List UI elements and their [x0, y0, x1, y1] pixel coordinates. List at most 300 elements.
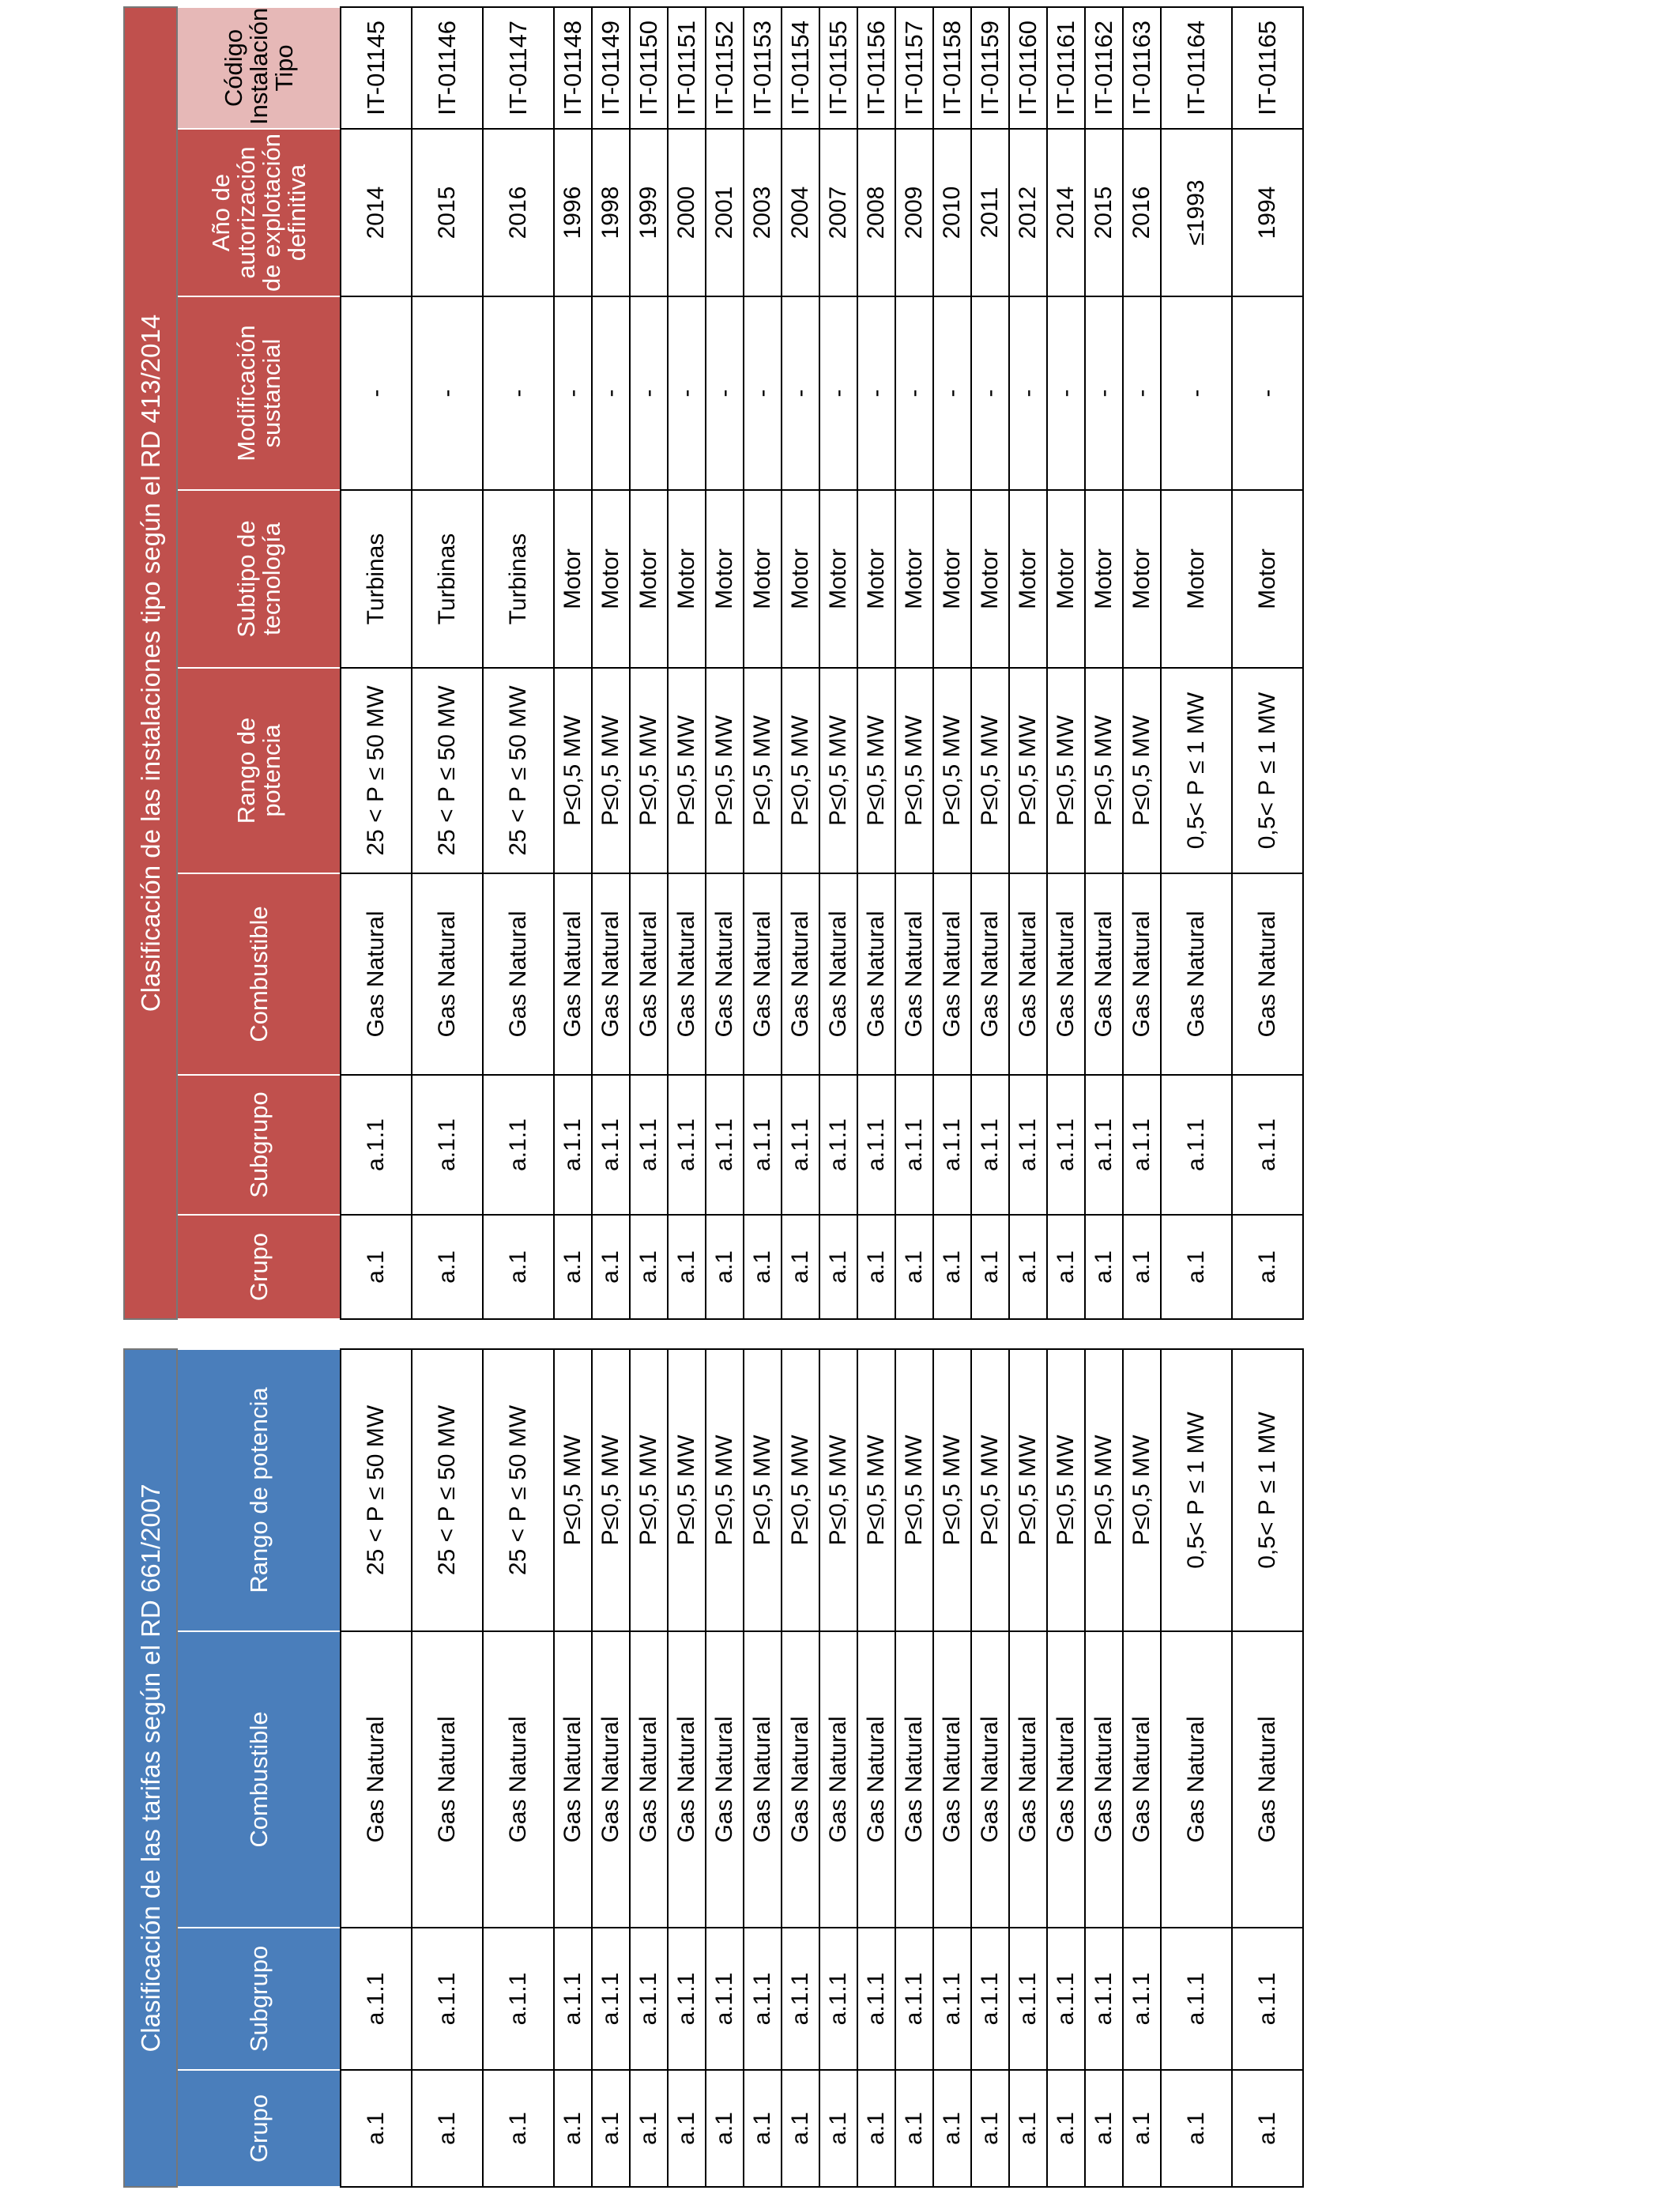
table-cell: Gas Natural [592, 873, 630, 1075]
table-cell: a.1 [971, 1215, 1009, 1319]
table-cell: Motor [1123, 490, 1161, 668]
rd413-body [341, 7, 1303, 1319]
table-cell: a.1 [933, 2070, 971, 2187]
table-cell: ≤1993 [1161, 129, 1232, 296]
table-cell: 0,5< P ≤ 1 MW [1161, 668, 1232, 873]
table-cell: - [1047, 296, 1085, 490]
table-cell: a.1.1 [1161, 1928, 1232, 2070]
rd413-header-grupo: Grupo [177, 1215, 341, 1319]
table-cell: Turbinas [341, 490, 412, 668]
table-cell: Gas Natural [412, 1631, 483, 1928]
table-cell: 0,5< P ≤ 1 MW [1232, 668, 1303, 873]
table-cell: P≤0,5 MW [630, 1349, 668, 1631]
table-cell: IT-01151 [668, 7, 706, 129]
table-cell: 2003 [744, 129, 782, 296]
table-cell: IT-01161 [1047, 7, 1085, 129]
table-cell: Gas Natural [1009, 873, 1047, 1075]
table-cell: a.1.1 [819, 1928, 857, 2070]
table-cell: Motor [592, 490, 630, 668]
table-cell: Gas Natural [1232, 873, 1303, 1075]
table-cell: - [895, 296, 933, 490]
table-cell: Gas Natural [554, 873, 592, 1075]
table-row [706, 7, 744, 1319]
table-cell: P≤0,5 MW [554, 668, 592, 873]
table-cell: a.1.1 [895, 1075, 933, 1215]
table-cell: 2009 [895, 129, 933, 296]
table-cell: P≤0,5 MW [1009, 1349, 1047, 1631]
table-cell: a.1 [1085, 1215, 1123, 1319]
table-cell: a.1 [630, 1215, 668, 1319]
table-cell: - [744, 296, 782, 490]
table-cell: Gas Natural [668, 873, 706, 1075]
table-row [1123, 1349, 1161, 2187]
table-row [668, 1349, 706, 2187]
table-cell: IT-01157 [895, 7, 933, 129]
table-cell: a.1 [412, 2070, 483, 2187]
table-cell: 2004 [782, 129, 819, 296]
table-cell: IT-01147 [483, 7, 554, 129]
table-cell: - [1009, 296, 1047, 490]
rd413-header-subgrupo: Subgrupo [177, 1075, 341, 1215]
table-cell: P≤0,5 MW [1123, 1349, 1161, 1631]
table-cell: - [782, 296, 819, 490]
table-cell: a.1 [857, 2070, 895, 2187]
table-cell: - [1161, 296, 1232, 490]
table-cell: a.1 [857, 1215, 895, 1319]
table-cell: Motor [668, 490, 706, 668]
table-row [412, 1349, 483, 2187]
table-row [819, 1349, 857, 2187]
table-cell: 2015 [1085, 129, 1123, 296]
table-cell: a.1.1 [1123, 1928, 1161, 2070]
rd661-table [123, 1348, 1304, 2188]
table-cell: a.1 [1232, 2070, 1303, 2187]
table-cell: a.1.1 [412, 1075, 483, 1215]
table-cell: P≤0,5 MW [668, 1349, 706, 1631]
table-cell: Gas Natural [933, 873, 971, 1075]
table-cell: - [1085, 296, 1123, 490]
rd413-header-codigo: Código Instalación Tipo [177, 7, 341, 129]
table-row [706, 1349, 744, 2187]
table-cell: a.1.1 [1232, 1928, 1303, 2070]
table-cell: a.1 [341, 2070, 412, 2187]
table-cell: a.1.1 [1085, 1928, 1123, 2070]
table-row [819, 7, 857, 1319]
table-cell: 2010 [933, 129, 971, 296]
table-row [483, 7, 554, 1319]
table-cell: a.1.1 [1047, 1075, 1085, 1215]
table-cell: IT-01162 [1085, 7, 1123, 129]
table-cell: P≤0,5 MW [895, 1349, 933, 1631]
table-cell: P≤0,5 MW [819, 1349, 857, 1631]
table-cell: Gas Natural [744, 873, 782, 1075]
rd413-title: Clasificación de las instalaciones tipo según el RD 413/2014 [124, 7, 177, 1319]
table-cell: Gas Natural [1161, 873, 1232, 1075]
table-cell: Gas Natural [706, 873, 744, 1075]
table-cell: IT-01159 [971, 7, 1009, 129]
table-cell: a.1.1 [933, 1075, 971, 1215]
table-cell: - [412, 296, 483, 490]
table-cell: a.1.1 [554, 1928, 592, 2070]
table-row [1232, 7, 1303, 1319]
table-cell: a.1 [630, 2070, 668, 2187]
table-cell: Motor [1009, 490, 1047, 668]
table-cell: 1999 [630, 129, 668, 296]
table-cell: a.1 [554, 1215, 592, 1319]
table-cell: Turbinas [412, 490, 483, 668]
table-cell: a.1.1 [1161, 1075, 1232, 1215]
table-cell: Gas Natural [819, 1631, 857, 1928]
table-cell: Gas Natural [668, 1631, 706, 1928]
table-cell: a.1 [782, 2070, 819, 2187]
table-cell: IT-01164 [1161, 7, 1232, 129]
table-cell: P≤0,5 MW [971, 668, 1009, 873]
rd413-header-rango: Rango de potencia [177, 668, 341, 873]
table-cell: IT-01158 [933, 7, 971, 129]
table-cell: a.1 [483, 2070, 554, 2187]
table-cell: Gas Natural [1123, 873, 1161, 1075]
table-cell: 2014 [341, 129, 412, 296]
table-cell: 2011 [971, 129, 1009, 296]
table-cell: - [630, 296, 668, 490]
table-row [1232, 1349, 1303, 2187]
table-cell: Motor [819, 490, 857, 668]
table-cell: a.1.1 [819, 1075, 857, 1215]
table-cell: a.1 [668, 1215, 706, 1319]
table-cell: a.1.1 [857, 1075, 895, 1215]
table-cell: a.1.1 [592, 1075, 630, 1215]
table-cell: IT-01148 [554, 7, 592, 129]
table-row [1161, 1349, 1232, 2187]
table-cell: 2016 [483, 129, 554, 296]
table-cell: Motor [933, 490, 971, 668]
table-row [1009, 7, 1047, 1319]
table-row [341, 1349, 412, 2187]
table-cell: a.1.1 [1009, 1928, 1047, 2070]
table-row [857, 1349, 895, 2187]
table-cell: a.1 [554, 2070, 592, 2187]
table-cell: a.1.1 [341, 1075, 412, 1215]
table-cell: - [341, 296, 412, 490]
table-cell: Gas Natural [630, 873, 668, 1075]
table-row [630, 1349, 668, 2187]
table-cell: a.1 [706, 1215, 744, 1319]
table-cell: P≤0,5 MW [782, 1349, 819, 1631]
table-cell: a.1.1 [933, 1928, 971, 2070]
table-cell: a.1 [341, 1215, 412, 1319]
table-cell: a.1 [971, 2070, 1009, 2187]
rd661-header-combustible: Combustible [177, 1631, 341, 1928]
table-cell: a.1 [592, 1215, 630, 1319]
table-cell: 1996 [554, 129, 592, 296]
table-cell: Gas Natural [744, 1631, 782, 1928]
table-cell: a.1.1 [668, 1075, 706, 1215]
table-cell: IT-01153 [744, 7, 782, 129]
table-cell: Motor [554, 490, 592, 668]
table-cell: a.1.1 [895, 1928, 933, 2070]
table-cell: Gas Natural [857, 1631, 895, 1928]
table-cell: - [706, 296, 744, 490]
table-cell: a.1 [1047, 2070, 1085, 2187]
rd413-header-modificacion: Modificación sustancial [177, 296, 341, 490]
table-cell: Gas Natural [857, 873, 895, 1075]
table-cell: Gas Natural [782, 873, 819, 1075]
table-cell: - [554, 296, 592, 490]
table-row [744, 1349, 782, 2187]
table-cell: Gas Natural [554, 1631, 592, 1928]
table-cell: a.1 [1047, 1215, 1085, 1319]
table-row [933, 1349, 971, 2187]
table-cell: Gas Natural [592, 1631, 630, 1928]
table-cell: a.1 [1009, 1215, 1047, 1319]
table-cell: Gas Natural [971, 873, 1009, 1075]
table-cell: IT-01154 [782, 7, 819, 129]
table-row [895, 7, 933, 1319]
table-row [782, 1349, 819, 2187]
table-row [668, 7, 706, 1319]
table-cell: 2007 [819, 129, 857, 296]
table-cell: 2001 [706, 129, 744, 296]
table-cell: Turbinas [483, 490, 554, 668]
table-cell: P≤0,5 MW [971, 1349, 1009, 1631]
table-cell: a.1.1 [1009, 1075, 1047, 1215]
table-cell: a.1.1 [483, 1075, 554, 1215]
table-cell: a.1 [706, 2070, 744, 2187]
table-cell: a.1.1 [744, 1928, 782, 2070]
rd413-header-subtipo: Subtipo de tecnología [177, 490, 341, 668]
table-cell: 2000 [668, 129, 706, 296]
table-cell: Gas Natural [341, 873, 412, 1075]
table-cell: P≤0,5 MW [554, 1349, 592, 1631]
table-cell: Motor [744, 490, 782, 668]
table-cell: a.1.1 [412, 1928, 483, 2070]
table-cell: Gas Natural [819, 873, 857, 1075]
table-cell: a.1.1 [1047, 1928, 1085, 2070]
table-cell: IT-01146 [412, 7, 483, 129]
table-cell: Gas Natural [412, 873, 483, 1075]
table-cell: P≤0,5 MW [1009, 668, 1047, 873]
table-cell: IT-01160 [1009, 7, 1047, 129]
table-cell: P≤0,5 MW [744, 1349, 782, 1631]
table-cell: IT-01156 [857, 7, 895, 129]
table-cell: - [933, 296, 971, 490]
table-cell: 0,5< P ≤ 1 MW [1161, 1349, 1232, 1631]
table-cell: 2015 [412, 129, 483, 296]
table-cell: 25 < P ≤ 50 MW [341, 668, 412, 873]
table-cell: a.1 [744, 1215, 782, 1319]
table-row [341, 7, 412, 1319]
table-cell: - [971, 296, 1009, 490]
table-cell: a.1 [668, 2070, 706, 2187]
table-cell: 25 < P ≤ 50 MW [341, 1349, 412, 1631]
table-cell: P≤0,5 MW [1047, 1349, 1085, 1631]
table-cell: Gas Natural [1009, 1631, 1047, 1928]
table-cell: Gas Natural [706, 1631, 744, 1928]
table-cell: IT-01155 [819, 7, 857, 129]
table-cell: a.1.1 [554, 1075, 592, 1215]
table-cell: Motor [1047, 490, 1085, 668]
table-cell: a.1.1 [341, 1928, 412, 2070]
table-cell: a.1.1 [1123, 1075, 1161, 1215]
table-cell: a.1.1 [971, 1928, 1009, 2070]
table-cell: a.1 [895, 2070, 933, 2187]
table-cell: a.1 [1232, 1215, 1303, 1319]
table-cell: a.1 [782, 1215, 819, 1319]
table-row [1123, 7, 1161, 1319]
table-cell: IT-01145 [341, 7, 412, 129]
table-cell: - [592, 296, 630, 490]
table-row [592, 1349, 630, 2187]
table-cell: a.1 [483, 1215, 554, 1319]
table-cell: Gas Natural [1123, 1631, 1161, 1928]
table-cell: 0,5< P ≤ 1 MW [1232, 1349, 1303, 1631]
table-cell: IT-01149 [592, 7, 630, 129]
table-cell: Gas Natural [630, 1631, 668, 1928]
table-cell: 1994 [1232, 129, 1303, 296]
rd661-body [341, 1349, 1303, 2187]
table-row [412, 7, 483, 1319]
table-row [1047, 7, 1085, 1319]
table-cell: a.1 [933, 1215, 971, 1319]
table-cell: a.1.1 [630, 1928, 668, 2070]
table-cell: a.1.1 [706, 1928, 744, 2070]
table-cell: P≤0,5 MW [1047, 668, 1085, 873]
table-cell: IT-01152 [706, 7, 744, 129]
table-cell: a.1 [895, 1215, 933, 1319]
table-cell: - [668, 296, 706, 490]
table-row [630, 7, 668, 1319]
table-cell: P≤0,5 MW [1085, 1349, 1123, 1631]
table-cell: Motor [1085, 490, 1123, 668]
table-cell: 25 < P ≤ 50 MW [483, 668, 554, 873]
table-cell: Gas Natural [895, 873, 933, 1075]
table-cell: a.1 [1085, 2070, 1123, 2187]
table-cell: Gas Natural [782, 1631, 819, 1928]
table-cell: Gas Natural [1232, 1631, 1303, 1928]
table-cell: a.1.1 [706, 1075, 744, 1215]
rd661-header-subgrupo: Subgrupo [177, 1928, 341, 2070]
table-cell: Motor [971, 490, 1009, 668]
table-cell: a.1.1 [668, 1928, 706, 2070]
table-cell: a.1 [412, 1215, 483, 1319]
table-row [857, 7, 895, 1319]
table-cell: IT-01165 [1232, 7, 1303, 129]
table-cell: Gas Natural [341, 1631, 412, 1928]
table-cell: - [1232, 296, 1303, 490]
table-cell: P≤0,5 MW [933, 668, 971, 873]
table-row [483, 1349, 554, 2187]
table-cell: P≤0,5 MW [706, 668, 744, 873]
table-cell: P≤0,5 MW [1085, 668, 1123, 873]
table-cell: Gas Natural [1047, 1631, 1085, 1928]
rd413-table [123, 6, 1304, 1320]
table-cell: a.1 [1123, 2070, 1161, 2187]
table-cell: P≤0,5 MW [592, 1349, 630, 1631]
rd661-header-grupo: Grupo [177, 2070, 341, 2187]
table-row [554, 7, 592, 1319]
table-cell: Motor [1161, 490, 1232, 668]
table-cell: 2014 [1047, 129, 1085, 296]
table-cell: - [483, 296, 554, 490]
table-row [1085, 1349, 1123, 2187]
table-row [592, 7, 630, 1319]
table-cell: - [819, 296, 857, 490]
table-cell: a.1 [744, 2070, 782, 2187]
table-cell: P≤0,5 MW [857, 668, 895, 873]
table-row [933, 7, 971, 1319]
table-cell: a.1.1 [1085, 1075, 1123, 1215]
table-cell: 2008 [857, 129, 895, 296]
table-cell: Motor [630, 490, 668, 668]
table-cell: P≤0,5 MW [630, 668, 668, 873]
table-row [1009, 1349, 1047, 2187]
table-cell: a.1 [1009, 2070, 1047, 2187]
table-row [1047, 1349, 1085, 2187]
table-cell: a.1 [1161, 2070, 1232, 2187]
table-cell: a.1.1 [782, 1075, 819, 1215]
table-cell: 25 < P ≤ 50 MW [483, 1349, 554, 1631]
table-cell: Motor [706, 490, 744, 668]
rd661-header-rango: Rango de potencia [177, 1349, 341, 1631]
table-cell: Gas Natural [1085, 873, 1123, 1075]
table-cell: P≤0,5 MW [1123, 668, 1161, 873]
table-cell: Gas Natural [895, 1631, 933, 1928]
table-row [971, 7, 1009, 1319]
table-cell: Motor [857, 490, 895, 668]
table-cell: a.1.1 [1232, 1075, 1303, 1215]
table-cell: P≤0,5 MW [668, 668, 706, 873]
table-row [1085, 7, 1123, 1319]
table-cell: P≤0,5 MW [819, 668, 857, 873]
table-cell: a.1.1 [971, 1075, 1009, 1215]
rd413-header-combustible: Combustible [177, 873, 341, 1075]
table-cell: Gas Natural [971, 1631, 1009, 1928]
table-cell: a.1.1 [483, 1928, 554, 2070]
table-cell: - [857, 296, 895, 490]
table-cell: Gas Natural [1161, 1631, 1232, 1928]
table-row [554, 1349, 592, 2187]
table-cell: Gas Natural [1047, 873, 1085, 1075]
table-cell: IT-01150 [630, 7, 668, 129]
table-cell: P≤0,5 MW [933, 1349, 971, 1631]
rd413-header-anio: Año de autorización de explotación definitiva [177, 129, 341, 296]
table-cell: a.1.1 [857, 1928, 895, 2070]
table-row [744, 7, 782, 1319]
table-cell: 25 < P ≤ 50 MW [412, 668, 483, 873]
rd661-title: Clasificación de las tarifas según el RD 661/2007 [124, 1349, 177, 2187]
table-cell: 2012 [1009, 129, 1047, 296]
table-cell: a.1 [592, 2070, 630, 2187]
table-cell: Gas Natural [933, 1631, 971, 1928]
table-cell: a.1 [819, 2070, 857, 2187]
table-cell: a.1 [819, 1215, 857, 1319]
table-cell: Gas Natural [483, 873, 554, 1075]
table-cell: a.1.1 [630, 1075, 668, 1215]
table-cell: 1998 [592, 129, 630, 296]
table-cell: P≤0,5 MW [895, 668, 933, 873]
table-cell: Gas Natural [483, 1631, 554, 1928]
table-cell: a.1 [1161, 1215, 1232, 1319]
table-cell: P≤0,5 MW [706, 1349, 744, 1631]
table-cell: P≤0,5 MW [592, 668, 630, 873]
table-row [895, 1349, 933, 2187]
table-row [971, 1349, 1009, 2187]
table-row [782, 7, 819, 1319]
table-cell: 2016 [1123, 129, 1161, 296]
table-cell: 25 < P ≤ 50 MW [412, 1349, 483, 1631]
table-cell: P≤0,5 MW [857, 1349, 895, 1631]
table-cell: P≤0,5 MW [744, 668, 782, 873]
